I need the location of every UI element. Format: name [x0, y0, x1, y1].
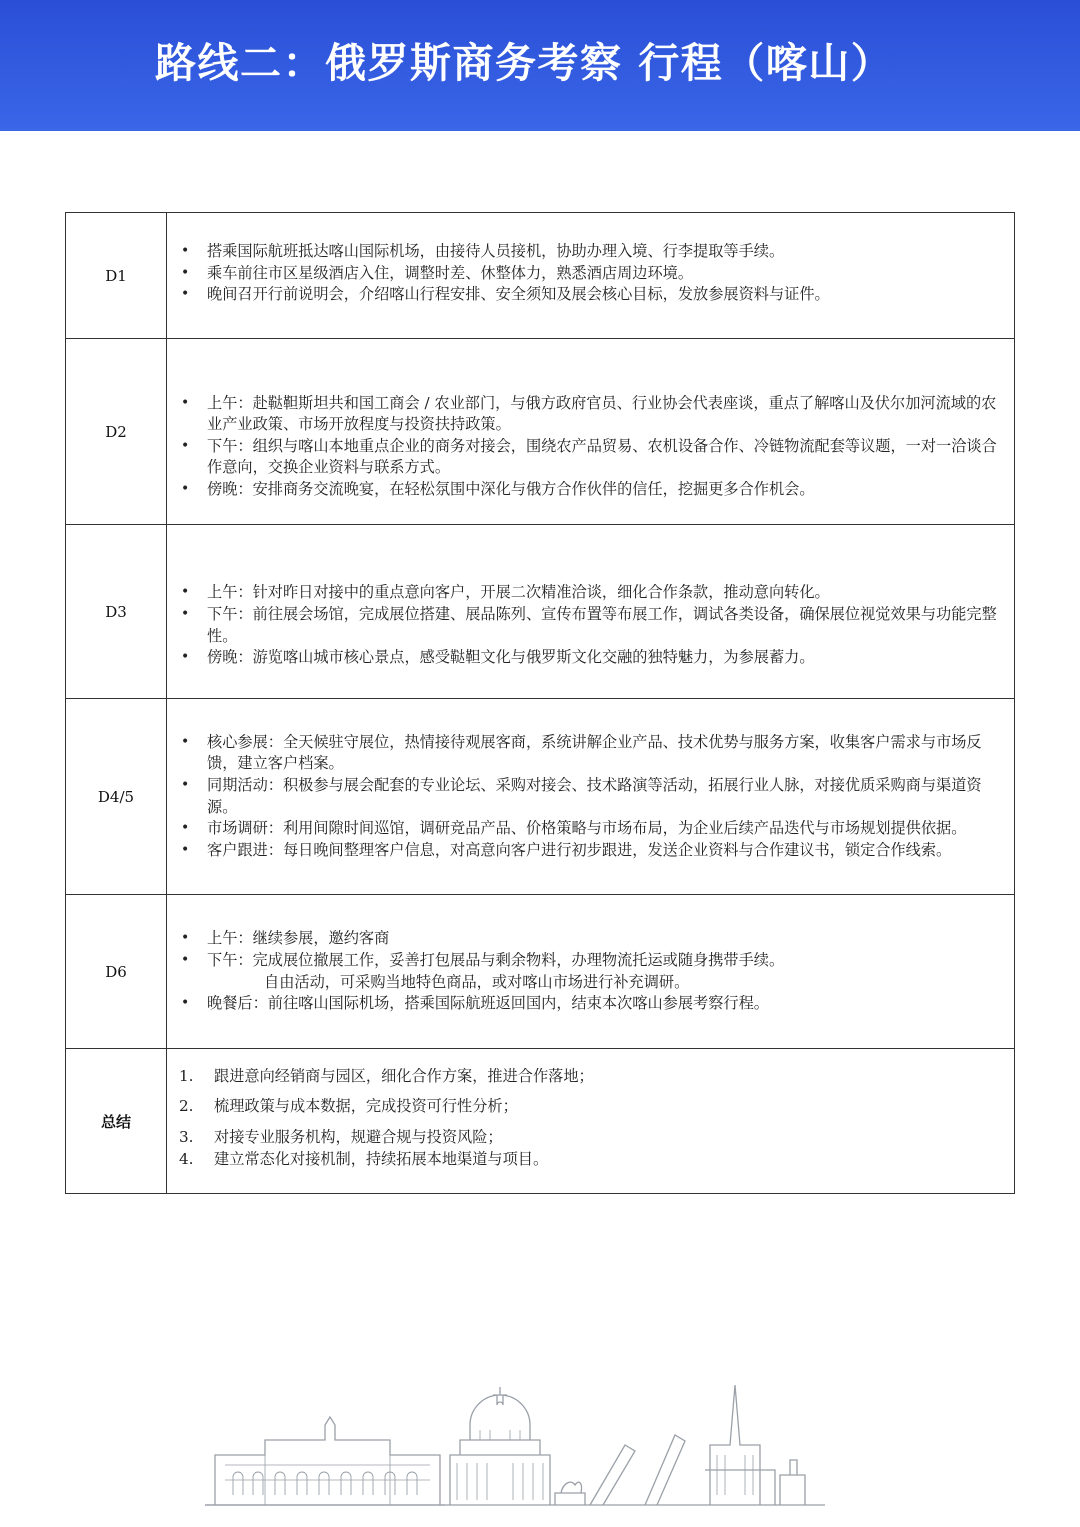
summary-item-number: 4.: [179, 1149, 194, 1168]
list-item: • 上午：针对昨日对接中的重点意向客户，开展二次精准洽谈，细化合作条款，推动意向转化。: [177, 582, 1010, 604]
summary-item-text: 跟进意向经销商与园区，细化合作方案，推进合作落地；: [214, 1066, 594, 1085]
day-content-d3: [167, 525, 1015, 699]
itinerary-row-d4-5: [66, 699, 1015, 895]
list-item: • 同期活动：积极参与展会配套的专业论坛、采购对接会、技术路演等活动，拓展行业人脉，对接优质采购商与渠道资源。: [177, 775, 1010, 818]
itinerary-row-summary: [66, 1049, 1015, 1194]
header-banner: [0, 0, 1080, 131]
itinerary-row-d6: [66, 895, 1015, 1049]
list-item: • 乘车前往市区星级酒店入住，调整时差、休整体力，熟悉酒店周边环境。: [177, 263, 1010, 285]
list-item-continuation: 自由活动，可采购当地特色商品，或对喀山市场进行补充调研。: [264, 972, 690, 991]
city-skyline-illustration: [205, 1385, 825, 1527]
day-label-d1: D1: [66, 213, 167, 339]
summary-label: 总结: [66, 1049, 167, 1194]
summary-item: [177, 1149, 1010, 1171]
summary-content: [167, 1049, 1015, 1194]
day-content-d2: [167, 339, 1015, 525]
itinerary-row-d3: [66, 525, 1015, 699]
list-item: • 下午：组织与喀山本地重点企业的商务对接会，围绕农产品贸易、农机设备合作、冷链物流配套等议题，一对一洽谈合作意向，交换企业资料与联系方式。: [177, 436, 1010, 479]
itinerary-row-d1: [66, 213, 1015, 339]
summary-item-text: 建立常态化对接机制，持续拓展本地渠道与项目。: [214, 1149, 549, 1168]
summary-item-number: 1.: [179, 1066, 194, 1085]
list-item: • 上午：继续参展，邀约客商: [177, 928, 1010, 950]
summary-item-text: 对接专业服务机构，规避合规与投资风险；: [214, 1128, 503, 1146]
list-item: • 客户跟进：每日晚间整理客户信息，对高意向客户进行初步跟进，发送企业资料与合作建议书，锁定合作线索。: [177, 840, 1010, 862]
day-label-d2: D2: [66, 339, 167, 525]
summary-item-number: 3.: [179, 1128, 194, 1146]
day-label-d3: D3: [66, 525, 167, 699]
day-label-d6: D6: [66, 895, 167, 1049]
day-content-d1: [167, 213, 1015, 339]
itinerary-row-d2: [66, 339, 1015, 525]
list-item: • 下午：前往展会场馆，完成展位搭建、展品陈列、宣传布置等布展工作，调试各类设备，确保展位视觉效果与功能完整性。: [177, 604, 1010, 647]
summary-item: [177, 1096, 1010, 1118]
summary-item-text: 梳理政策与成本数据，完成投资可行性分析；: [214, 1097, 518, 1116]
list-item: • 下午：完成展位撤展工作，妥善打包展品与剩余物料，办理物流托运或随身携带手续。: [177, 950, 1010, 972]
itinerary-table: [65, 212, 1015, 1194]
list-item: • 核心参展：全天候驻守展位，热情接待观展客商，系统讲解企业产品、技术优势与服务方案，收集客户需求与市场反馈，建立客户档案。: [177, 732, 1010, 775]
list-item: • 上午：赴鞑靼斯坦共和国工商会 / 农业部门，与俄方政府官员、行业协会代表座谈，重点了解喀山及伏尔加河流域的农业产业政策、市场开放程度与投资扶持政策。: [177, 393, 1010, 436]
summary-item-number: 2.: [179, 1097, 194, 1116]
list-item: • 傍晚：安排商务交流晚宴，在轻松氛围中深化与俄方合作伙伴的信任，挖掘更多合作机会。: [177, 479, 1010, 501]
day-label-d4-5: D4/5: [66, 699, 167, 895]
day-content-d6: [167, 895, 1015, 1049]
list-item: • 市场调研：利用间隙时间巡馆，调研竞品产品、价格策略与市场布局，为企业后续产品迭代与市场规划提供依据。: [177, 818, 1010, 840]
day-content-d4-5: [167, 699, 1015, 895]
list-item: • 晚间召开行前说明会，介绍喀山行程安排、安全须知及展会核心目标，发放参展资料与证件。: [177, 284, 1010, 306]
list-item: • 傍晚：游览喀山城市核心景点，感受鞑靼文化与俄罗斯文化交融的独特魅力，为参展蓄力。: [177, 647, 1010, 669]
list-item: • 晚餐后：前往喀山国际机场，搭乘国际航班返回国内，结束本次喀山参展考察行程。: [177, 993, 1010, 1015]
page-title: 路线二：俄罗斯商务考察 行程（喀山）: [155, 39, 894, 87]
list-item: • 搭乘国际航班抵达喀山国际机场，由接待人员接机，协助办理入境、行李提取等手续。: [177, 241, 1010, 263]
summary-item: [177, 1127, 1010, 1149]
summary-item: [177, 1066, 1010, 1088]
